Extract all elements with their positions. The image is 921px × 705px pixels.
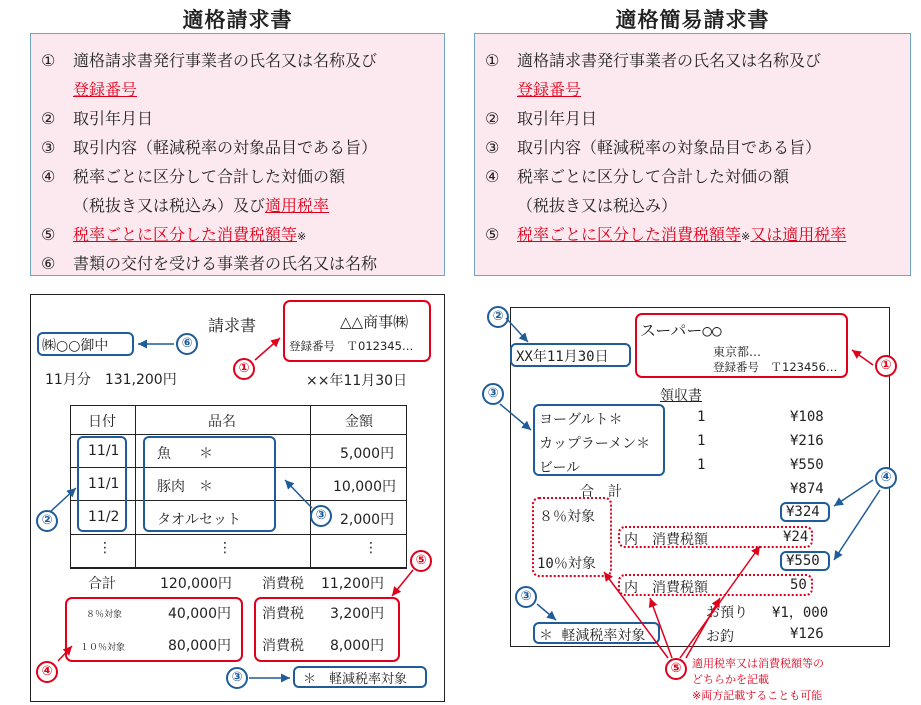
left-item-4b: （税抜き又は税込み）及び適用税率 xyxy=(73,196,330,215)
row1-amount: 5,000円 xyxy=(340,446,395,462)
ri1-price: ¥108 xyxy=(790,409,824,425)
th-date: 日付 xyxy=(88,414,116,430)
receipt-total: ¥874 xyxy=(790,481,824,497)
receipt-heading: 領収書 xyxy=(660,388,702,404)
left-item-2: ② 取引年月日 xyxy=(41,109,154,128)
total-label: 合計 xyxy=(88,576,116,592)
r10-label: 10％対象 xyxy=(537,556,596,572)
marker-r3a: ③ xyxy=(482,383,504,405)
marker-3a: ③ xyxy=(310,505,332,527)
issuer-reg: 登録番号 Ｔ012345… xyxy=(289,339,414,353)
right-item-1b: 登録番号 xyxy=(517,80,582,99)
right-requirements-panel xyxy=(474,33,911,276)
th-amount: 金額 xyxy=(345,414,373,430)
r8-label: ８％対象 xyxy=(539,509,595,525)
tax8-value: ¥24 xyxy=(783,529,809,545)
ri1-qty: 1 xyxy=(697,409,706,425)
row3-date: 11/2 xyxy=(88,509,120,525)
marker-3b: ③ xyxy=(226,667,248,689)
right-item-4: ④ 税率ごとに区分して合計した対価の額 xyxy=(485,167,790,186)
row2-date: 11/1 xyxy=(88,476,120,492)
r8-value: ¥324 xyxy=(786,504,820,520)
left-item-3: ③ 取引内容（軽減税率の対象品目である旨） xyxy=(41,138,378,157)
tax-value: 11,200円 xyxy=(321,576,384,592)
caption-2: どちらかを記載 xyxy=(692,673,769,686)
caption-3: ※両方記載することも可能 xyxy=(692,689,823,702)
issuer-name: △△商事㈱ xyxy=(340,313,409,331)
invoice-heading: 請求書 xyxy=(208,316,257,335)
tax10-label: 消費税 xyxy=(262,638,304,654)
marker-r2: ② xyxy=(487,306,509,328)
row3-amount: 2,000円 xyxy=(340,512,395,528)
receipt-date: XX年11月30日 xyxy=(516,349,609,365)
rate10-label: １０％対象 xyxy=(80,643,126,653)
row4-amount: ⋮ xyxy=(364,540,378,556)
right-title: 適格簡易請求書 xyxy=(615,8,770,32)
store-reg: 登録番号 Ｔ123456… xyxy=(713,360,838,374)
ri3-qty: 1 xyxy=(697,457,706,473)
paid-label: お預り xyxy=(706,605,748,621)
tax10-value: 8,000円 xyxy=(330,638,385,654)
tax8-value: 3,200円 xyxy=(330,606,385,622)
ri2-price: ¥216 xyxy=(790,433,824,449)
right-item-4b: （税抜き又は税込み） xyxy=(517,196,678,215)
left-item-4: ④ 税率ごとに区分して合計した対価の額 xyxy=(41,167,346,186)
left-title: 適格請求書 xyxy=(182,8,293,32)
left-item-1b: 登録番号 xyxy=(73,80,138,99)
customer-name: ㈱○○御中 xyxy=(42,338,109,354)
marker-5a: ⑤ xyxy=(410,550,432,572)
change-label: お釣 xyxy=(706,629,734,645)
tax8-in-label: 内 消費税額 xyxy=(624,532,708,548)
tax-label: 消費税 xyxy=(262,576,304,592)
right-item-5: ⑤ 税率ごとに区分した消費税額等※又は適用税率 xyxy=(485,225,847,244)
rate8-value: 40,000円 xyxy=(168,606,231,622)
reduced-note: ＊ 軽減税率対象 xyxy=(303,672,408,687)
caption-1: 適用税率又は消費税額等の xyxy=(692,657,824,670)
marker-2: ② xyxy=(36,510,58,532)
right-item-1: ① 適格請求書発行事業者の氏名又は名称及び xyxy=(485,51,822,70)
row3-item: タオルセット xyxy=(157,512,241,528)
items-box xyxy=(143,436,276,532)
marker-6: ⑥ xyxy=(176,333,198,355)
ri3-name: ビール xyxy=(539,460,581,476)
change-value: ¥126 xyxy=(790,626,824,642)
row4-item: ⋮ xyxy=(218,540,232,556)
paid-value: ¥1，000 xyxy=(772,605,829,621)
row2-amount: 10,000円 xyxy=(333,479,396,495)
left-item-1: ① 適格請求書発行事業者の氏名又は名称及び xyxy=(41,51,378,70)
r10-value: ¥550 xyxy=(786,553,820,569)
ri2-qty: 1 xyxy=(697,433,706,449)
row1-date: 11/1 xyxy=(88,443,120,459)
row1-item: 魚 ＊ xyxy=(157,446,213,462)
row2-item: 豚肉 ＊ xyxy=(157,479,213,495)
marker-r4: ④ xyxy=(875,467,897,489)
rate8-label: ８％対象 xyxy=(86,610,123,620)
right-item-2: ② 取引年月日 xyxy=(485,109,598,128)
invoice-period-total: 11月分 131,200円 xyxy=(45,372,177,388)
tax10-value: 50 xyxy=(790,577,807,593)
store-addr: 東京都… xyxy=(713,345,762,359)
receipt-total-label: 合 計 xyxy=(580,484,622,500)
tax8-label: 消費税 xyxy=(262,606,304,622)
marker-r3b: ③ xyxy=(515,586,537,608)
ri3-price: ¥550 xyxy=(790,457,824,473)
tax10-in-label: 内 消費税額 xyxy=(624,580,708,596)
th-item: 品名 xyxy=(208,414,236,430)
right-item-3: ③ 取引内容（軽減税率の対象品目である旨） xyxy=(485,138,822,157)
row4-date: ⋮ xyxy=(98,540,112,556)
ri1-name: ヨーグルト＊ xyxy=(539,412,623,428)
left-item-5: ⑤ 税率ごとに区分した消費税額等※ xyxy=(41,225,307,244)
marker-r5: ⑤ xyxy=(665,658,687,680)
receipt-note: ＊ 軽減税率対象 xyxy=(539,628,646,644)
rate10-value: 80,000円 xyxy=(168,638,231,654)
dates-box xyxy=(77,436,127,532)
marker-r1: ① xyxy=(875,355,897,377)
invoice-date: ××年11月30日 xyxy=(306,373,408,389)
total-value: 120,000円 xyxy=(160,576,232,592)
marker-4: ④ xyxy=(36,661,58,683)
left-item-6: ⑥ 書類の交付を受ける事業者の氏名又は名称 xyxy=(41,254,378,273)
ri2-name: カップラーメン＊ xyxy=(539,436,651,452)
store-name: スーパー○○ xyxy=(640,321,722,340)
marker-1: ① xyxy=(233,358,255,380)
left-requirements-panel xyxy=(30,33,445,276)
